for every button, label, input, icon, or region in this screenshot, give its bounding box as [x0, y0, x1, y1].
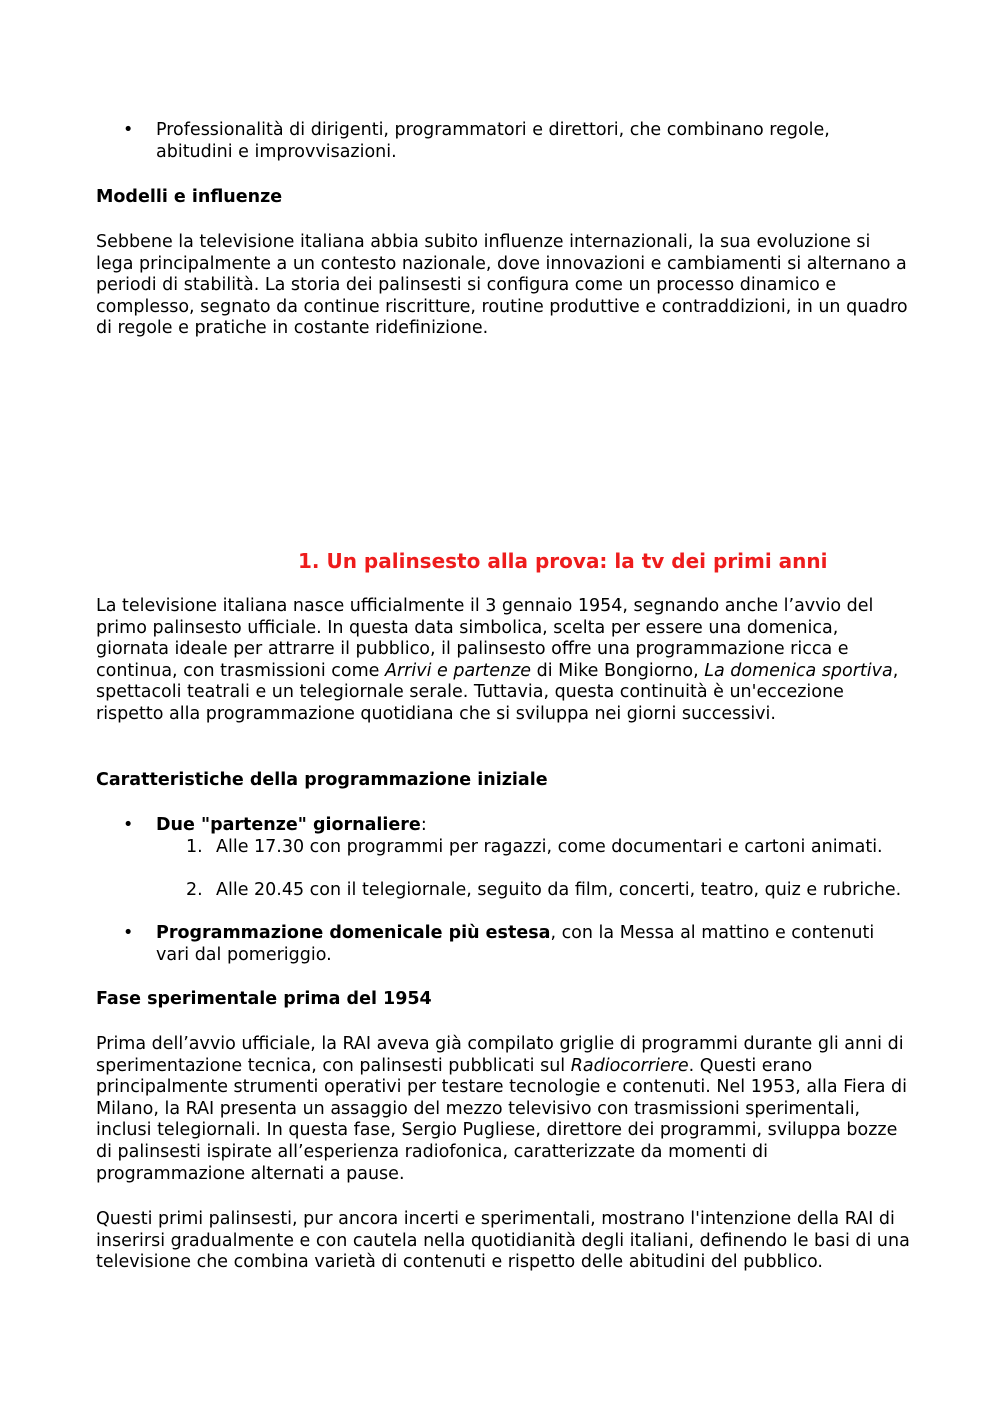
item-number: 2. — [186, 880, 203, 900]
list-item-rest: , con la Messa al mattino e contenuti vari dal pomeriggio. — [156, 923, 875, 965]
list-item — [96, 815, 911, 837]
section-heading-experimental: Fase sperimentale prima del 1954 — [96, 989, 432, 1009]
chapter-title: 1. Un palinsesto alla prova: la tv dei primi anni — [298, 549, 828, 573]
paragraph-models: Sebbene la televisione italiana abbia subito influenze internazionali, la sua evoluzione si lega principalmente a un contesto nazionale, dove innovazioni e cambiamenti si alternano a periodi di stabilità. La storia dei palinsesti si configura come un processo dinamico e complesso, segnato da continue riscritture, routine produttive e contraddizioni, in un quadro di regole e pratiche in costante ridefinizione. — [96, 232, 908, 339]
section-heading-models: Modelli e influenze — [96, 187, 283, 207]
publication-title: Radiocorriere — [570, 1055, 689, 1076]
intro-text: La televisione italiana nasce ufficialmente il 3 gennaio 1954, segnando anche l’avvio del primo palinsesto ufficiale. In questa data simbolica, scelta per essere una domenica, giornata ideale per attrarre il pubblico, il palinsesto offre una programmazione ricca e continua, con trasmissioni come — [96, 596, 874, 681]
intro-text: , spettacoli teatrali e un telegiornale serale. Tuttavia, questa continuità è un'eccezione rispetto alla programmazione quotidiana che si sviluppa nei giorni successivi. — [96, 660, 899, 724]
bullet-glyph: • — [123, 120, 134, 140]
list-item-text — [156, 815, 911, 837]
list-item-rest: : — [420, 815, 427, 835]
numbered-item — [156, 837, 911, 859]
bullet-glyph: • — [123, 923, 134, 943]
list-item — [96, 120, 911, 163]
numbered-item-text: Alle 20.45 con il telegiornale, seguito da film, concerti, teatro, quiz e rubriche. — [216, 880, 902, 900]
bold-label: Due "partenze" giornaliere — [156, 815, 421, 835]
bullet-glyph: • — [123, 815, 134, 835]
paragraph-text: Prima dell’avvio ufficiale, la RAI aveva già compilato griglie di programmi durante gli anni di sperimentazione tecnica, con palinsesti pubblicati sul — [96, 1034, 904, 1076]
paragraph-experimental-1 — [96, 1034, 911, 1185]
item-number: 1. — [186, 837, 203, 857]
list-item — [96, 923, 911, 966]
bold-label: Programmazione domenicale più estesa — [156, 923, 551, 943]
section-heading-features: Caratteristiche della programmazione iniziale — [96, 770, 548, 790]
program-title-arrivi: Arrivi e partenze — [385, 660, 532, 681]
paragraph-intro — [96, 596, 911, 726]
list-item-text: Professionalità di dirigenti, programmatori e direttori, che combinano regole, abitudini e improvvisazioni. — [156, 120, 830, 162]
list-item-text — [156, 923, 911, 966]
program-title-domenica: La domenica sportiva — [704, 660, 893, 681]
numbered-item — [156, 880, 911, 902]
paragraph-text: . Questi erano principalmente strumenti operativi per testare tecnologie e contenuti. Nel 1953, alla Fiera di Milano, la RAI presenta un assaggio del mezzo televisivo con trasmissioni sperimentali, inclusi telegiornali. In questa fase, Sergio Pugliese, direttore dei programmi, sviluppa bozze di palinsesti ispirate all’esperienza radiofonica, caratterizzate da momenti di programmazione alternati a pause. — [96, 1055, 907, 1184]
paragraph-experimental-2: Questi primi palinsesti, pur ancora incerti e sperimentali, mostrano l'intenzione della RAI di inserirsi gradualmente e con cautela nella quotidianità degli italiani, definendo le basi di una televisione che combina varietà di contenuti e rispetto delle abitudini del pubblico. — [96, 1209, 910, 1273]
intro-text: di Mike Bongiorno, — [531, 660, 705, 681]
numbered-item-text: Alle 17.30 con programmi per ragazzi, come documentari e cartoni animati. — [216, 837, 883, 857]
